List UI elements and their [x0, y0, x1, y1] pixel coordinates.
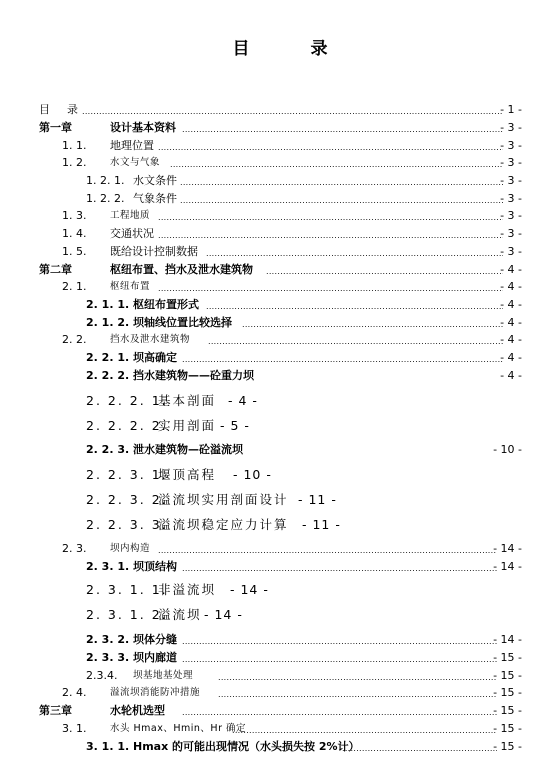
toc-entry-label: 既给设计控制数据 [110, 245, 198, 258]
toc-entry-number: 2. 2. [62, 333, 87, 346]
toc-entry-page: - 3 - [500, 139, 522, 152]
toc-entry-number: 1. 2. 1. [86, 174, 125, 187]
dot-leader [170, 155, 503, 169]
toc-entry[interactable] [0, 207, 560, 225]
toc-entry[interactable] [0, 540, 560, 558]
toc-entry-label: 枢纽布置 [110, 281, 151, 292]
dot-leader [208, 332, 503, 346]
toc-entry-page: - 3 - [500, 121, 522, 134]
toc-entry-number: 1. 4. [62, 227, 87, 240]
toc-entry-page: - 14 - [204, 607, 243, 622]
dot-leader [182, 350, 503, 364]
toc-entry[interactable] [0, 606, 560, 624]
toc-entry-number: 2. 2. 1. [86, 351, 130, 364]
toc-entry-label: 坝内廊道 [133, 651, 177, 664]
toc-entry-label: 水文条件 [133, 174, 177, 187]
toc-entry-page: - 3 - [500, 174, 522, 187]
toc-entry[interactable] [0, 649, 560, 667]
toc-entry-page: - 4 - [228, 393, 258, 408]
toc-entry-number: 2. 3. 1. 1. [86, 582, 168, 597]
dot-leader [182, 650, 497, 664]
toc-entry[interactable] [0, 331, 560, 349]
toc-entry-number: 2.3.4. [86, 669, 118, 682]
dot-leader [218, 668, 497, 682]
toc-entry-label: 堰顶高程 [158, 467, 217, 482]
page-title: 目 录 [232, 39, 350, 59]
toc-entry-label: 溢流坝实用剖面设计 [158, 492, 289, 507]
toc-entry-page: - 14 - [493, 542, 522, 555]
toc-entry-number: 2. 2. 3. [86, 443, 130, 456]
dot-leader [182, 120, 503, 134]
toc-entry-number: 2. 3. 3. [86, 651, 130, 664]
toc-entry-number: 2. 3. 1. 2. [86, 607, 168, 622]
toc-entry-label: 坝顶结构 [133, 560, 177, 573]
toc-entry-label: 录 [67, 103, 78, 116]
toc-entry-label: 交通状况 [110, 227, 154, 240]
dot-leader [180, 191, 503, 205]
toc-entry-label: 泄水建筑物—砼溢流坝 [133, 443, 243, 456]
toc-entry-label: 基本剖面 [158, 393, 217, 408]
toc-entry[interactable] [0, 667, 560, 685]
toc-entry-label: 水头 Hmax、Hmin、Hr 确定 [110, 723, 246, 734]
toc-entry-page: - 15 - [493, 704, 522, 717]
toc-entry[interactable] [0, 491, 560, 509]
toc-entry[interactable] [0, 278, 560, 296]
dot-leader [158, 138, 503, 152]
toc-entry[interactable] [0, 349, 560, 367]
toc-entry[interactable] [0, 261, 560, 279]
toc-entry-number: 2. 2. 3. 2. [86, 492, 168, 507]
toc-entry[interactable] [0, 296, 560, 314]
toc-entry-number: 3. 1. [62, 722, 87, 735]
toc-entry-page: - 14 - [493, 560, 522, 573]
toc-entry-label: Hmax 的可能出现情况（水头损失按 2%计） [133, 740, 360, 753]
toc-entry-page: - 4 - [500, 351, 522, 364]
toc-entry[interactable] [0, 314, 560, 332]
toc-entry-number: 1. 1. [62, 139, 87, 152]
toc-entry[interactable] [0, 154, 560, 172]
toc-entry[interactable] [0, 516, 560, 534]
toc-entry-number: 3. 1. 1. [86, 740, 130, 753]
toc-entry-page: - 15 - [493, 740, 522, 753]
toc-entry-page: - 4 - [500, 369, 522, 382]
toc-entry-number: 2. 3. [62, 542, 87, 555]
toc-entry-label: 坝轴线位置比较选择 [133, 316, 232, 329]
toc-entry-number: 1. 5. [62, 245, 87, 258]
dot-leader [158, 541, 497, 555]
toc-entry-number: 1. 2. [62, 156, 87, 169]
toc-entry-label: 设计基本资料 [110, 121, 176, 134]
dot-leader [342, 739, 497, 753]
toc-entry-label: 实用剖面 [158, 418, 217, 433]
toc-entry-page: - 15 - [493, 722, 522, 735]
toc-entry-label: 溢流坝 [158, 607, 202, 622]
toc-entry[interactable] [0, 558, 560, 576]
toc-entry-page: - 15 - [493, 651, 522, 664]
dot-leader [158, 279, 503, 293]
toc-entry-page: - 4 - [500, 280, 522, 293]
toc-entry-page: - 1 - [500, 103, 522, 116]
toc-entry[interactable] [0, 101, 560, 119]
toc-entry[interactable] [0, 441, 560, 459]
toc-entry-label: 工程地质 [110, 210, 151, 221]
toc-entry-number: 1. 2. 2. [86, 192, 125, 205]
toc-entry-label: 水轮机选型 [110, 704, 165, 717]
toc-entry[interactable] [0, 738, 560, 756]
dot-leader [206, 297, 503, 311]
toc-entry-label: 坝内构造 [110, 543, 151, 554]
dot-leader [182, 632, 497, 646]
toc-entry[interactable] [0, 417, 560, 435]
dot-leader [158, 226, 503, 240]
toc-entry-page: - 4 - [500, 298, 522, 311]
toc-entry-page: - 11 - [298, 492, 337, 507]
toc-entry-page: - 3 - [500, 156, 522, 169]
toc-entry-label: 枢纽布置、挡水及泄水建筑物 [110, 263, 253, 276]
toc-entry-page: - 4 - [500, 316, 522, 329]
toc-entry-number: 2. 3. 2. [86, 633, 130, 646]
toc-entry-label: 枢纽布置形式 [133, 298, 199, 311]
dot-leader [182, 559, 497, 573]
toc-entry[interactable] [0, 243, 560, 261]
toc-entry-label: 挡水建筑物——砼重力坝 [133, 369, 254, 382]
toc-entry[interactable] [0, 137, 560, 155]
toc-entry-number: 2. 1. 2. [86, 316, 130, 329]
toc-entry-number: 第三章 [39, 704, 72, 717]
toc-entry-label: 非溢流坝 [158, 582, 217, 597]
dot-leader [242, 315, 503, 329]
toc-entry-number: 目 [39, 103, 50, 116]
toc-entry-number: 2. 1. [62, 280, 87, 293]
toc-entry-page: - 15 - [493, 669, 522, 682]
toc-entry-number: 2. 2. 2. [86, 369, 130, 382]
toc-entry[interactable] [0, 581, 560, 599]
toc-entry-label: 地理位置 [110, 139, 154, 152]
toc-entry[interactable] [0, 367, 560, 385]
toc-entry[interactable] [0, 631, 560, 649]
dot-leader [218, 685, 497, 699]
toc-entry-page: - 5 - [220, 418, 250, 433]
dot-leader [266, 262, 503, 276]
toc-entry[interactable] [0, 684, 560, 702]
toc-entry-page: - 4 - [500, 263, 522, 276]
dot-leader [232, 721, 497, 735]
toc-entry-label: 水文与气象 [110, 157, 161, 168]
toc-entry-number: 第一章 [39, 121, 72, 134]
dot-leader [206, 244, 503, 258]
toc-entry-page: - 3 - [500, 209, 522, 222]
toc-entry-number: 第二章 [39, 263, 72, 276]
toc-entry-number: 2. 4. [62, 686, 87, 699]
toc-entry-label: 溢流坝稳定应力计算 [158, 517, 289, 532]
toc-entry-number: 2. 2. 3. 3. [86, 517, 168, 532]
toc-entry-label: 坝基地基处理 [133, 670, 194, 681]
toc-entry[interactable] [0, 720, 560, 738]
toc-entry-page: - 14 - [493, 633, 522, 646]
toc-entry-number: 2. 1. 1. [86, 298, 130, 311]
toc-entry[interactable] [0, 172, 560, 190]
toc-entry-number: 1. 3. [62, 209, 87, 222]
toc-entry-page: - 10 - [493, 443, 522, 456]
dot-leader [182, 703, 497, 717]
dot-leader [158, 208, 503, 222]
toc-entry[interactable] [0, 119, 560, 137]
toc-entry-number: 2. 2. 2. 1. [86, 393, 168, 408]
toc-entry[interactable] [0, 392, 560, 410]
toc-entry-number: 2. 2. 2. 2. [86, 418, 168, 433]
toc-entry-label: 坝体分缝 [133, 633, 177, 646]
toc-entry[interactable] [0, 702, 560, 720]
toc-entry-number: 2. 3. 1. [86, 560, 130, 573]
toc-entry-page: - 3 - [500, 245, 522, 258]
toc-entry-number: 2. 2. 3. 1. [86, 467, 168, 482]
toc-entry-label: 挡水及泄水建筑物 [110, 334, 191, 345]
toc-entry-label: 溢流坝消能防冲措施 [110, 687, 201, 698]
toc-entry-page: - 3 - [500, 227, 522, 240]
dot-leader [180, 173, 503, 187]
toc-entry[interactable] [0, 190, 560, 208]
toc-entry-page: - 10 - [233, 467, 272, 482]
toc-entry-page: - 15 - [493, 686, 522, 699]
toc-entry[interactable] [0, 225, 560, 243]
dot-leader [82, 102, 503, 116]
toc-entry-page: - 14 - [230, 582, 269, 597]
toc-entry-page: - 4 - [500, 333, 522, 346]
toc-entry-page: - 3 - [500, 192, 522, 205]
toc-entry[interactable] [0, 466, 560, 484]
toc-entry-label: 气象条件 [133, 192, 177, 205]
toc-entry-label: 坝高确定 [133, 351, 177, 364]
toc-entry-page: - 11 - [302, 517, 341, 532]
